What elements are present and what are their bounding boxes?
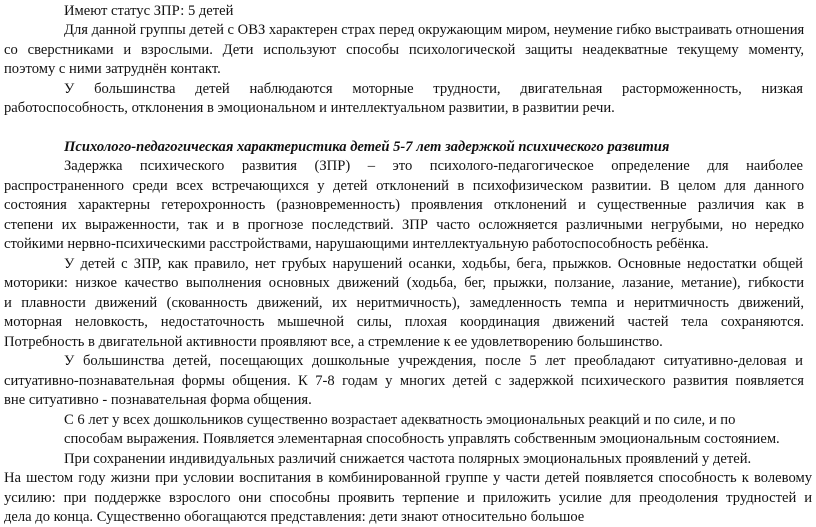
text-line: вне ситуативно - познавательная форма общения. xyxy=(4,392,312,408)
text-line: способам выражения. Появляется элементарная способность управлять собственным эмоциональным состоянием. xyxy=(64,431,780,447)
text-line: Задержка психического развития (ЗПР) – это психолого-педагогическое определение для наиболее xyxy=(64,158,803,174)
text-line: Для данной группы детей с ОВЗ характерен страх перед окружающим миром, неумение гибко выстраивать отношения xyxy=(64,22,805,38)
text-line: стойкими нервно-психическими расстройствами, нарушающими интеллектуальную работоспособность ребёнка. xyxy=(4,236,709,252)
text-line: моторная неловкость, недостаточность мышечной силы, плохая координация движений частей тела сохраняются. xyxy=(4,314,804,330)
text-line: моторики: низкое качество выполнения основных движений (ходьба, бег, прыжки, ползание, лазание, метание), гибкости xyxy=(4,275,804,291)
text-line: состояния характерны гетерохронность (разновременность) проявления отклонений и существенные различия как в xyxy=(4,197,804,213)
text-line: Потребность в двигательной активности проявляют все, а стремление к ее удовлетворению большинство. xyxy=(4,334,663,350)
text-line: поэтому с ними затруднён контакт. xyxy=(4,61,221,77)
text-line: и плавности движений (скованность движений, их неритмичность), замедленность темпа и неритмичность движений, xyxy=(4,295,804,311)
section-heading: Психолого-педагогическая характеристика детей 5-7 лет задержкой психического развития xyxy=(64,139,670,155)
text-line: У детей с ЗПР, как правило, нет грубых нарушений осанки, ходьбы, бега, прыжков. Основные недостатки общей xyxy=(64,256,803,272)
text-line: со сверстниками и взрослыми. Дети используют способы психологической защиты неадекватные текущему моменту, xyxy=(4,42,804,58)
text-line: У большинства детей наблюдаются моторные трудности, двигательная расторможенность, низкая xyxy=(64,81,803,97)
text-line: ситуативно-познавательная формы общения. К 7-8 годам у многих детей с задержкой психического развития появляется xyxy=(4,373,804,389)
text-line: дела до конца. Существенно обогащаются представления: дети знают относительно большое xyxy=(4,509,585,525)
text-line: усилию: при поддержке взрослого они способны проявить терпение и приложить усилие для преодоления трудностей и xyxy=(4,490,812,506)
text-line: У большинства детей, посещающих дошкольные учреждения, после 5 лет преобладают ситуативно-деловая и xyxy=(64,353,803,369)
text-line: степени их выраженности, так и в прогнозе последствий. ЗПР часто осложняется различными негрубыми, но нередко xyxy=(4,217,804,233)
text-line: распространенного среди всех встречающихся у детей отклонений в психофизическом развитии. В целом для данного xyxy=(4,178,804,194)
text-line: С 6 лет у всех дошкольников существенно возрастает адекватность эмоциональных реакций и по силе, и по xyxy=(64,412,736,428)
text-line: При сохранении индивидуальных различий снижается частота полярных эмоциональных проявлений у детей. xyxy=(64,451,752,467)
text-line: работоспособность, отклонения в эмоциональном и интеллектуальном развитии, в развитии речи. xyxy=(4,100,615,116)
text-line: На шестом году жизни при условии воспитания в комбинированной группе у части детей появляется способность к волевому xyxy=(4,470,812,486)
text-line: Имеют статус ЗПР: 5 детей xyxy=(64,3,234,19)
